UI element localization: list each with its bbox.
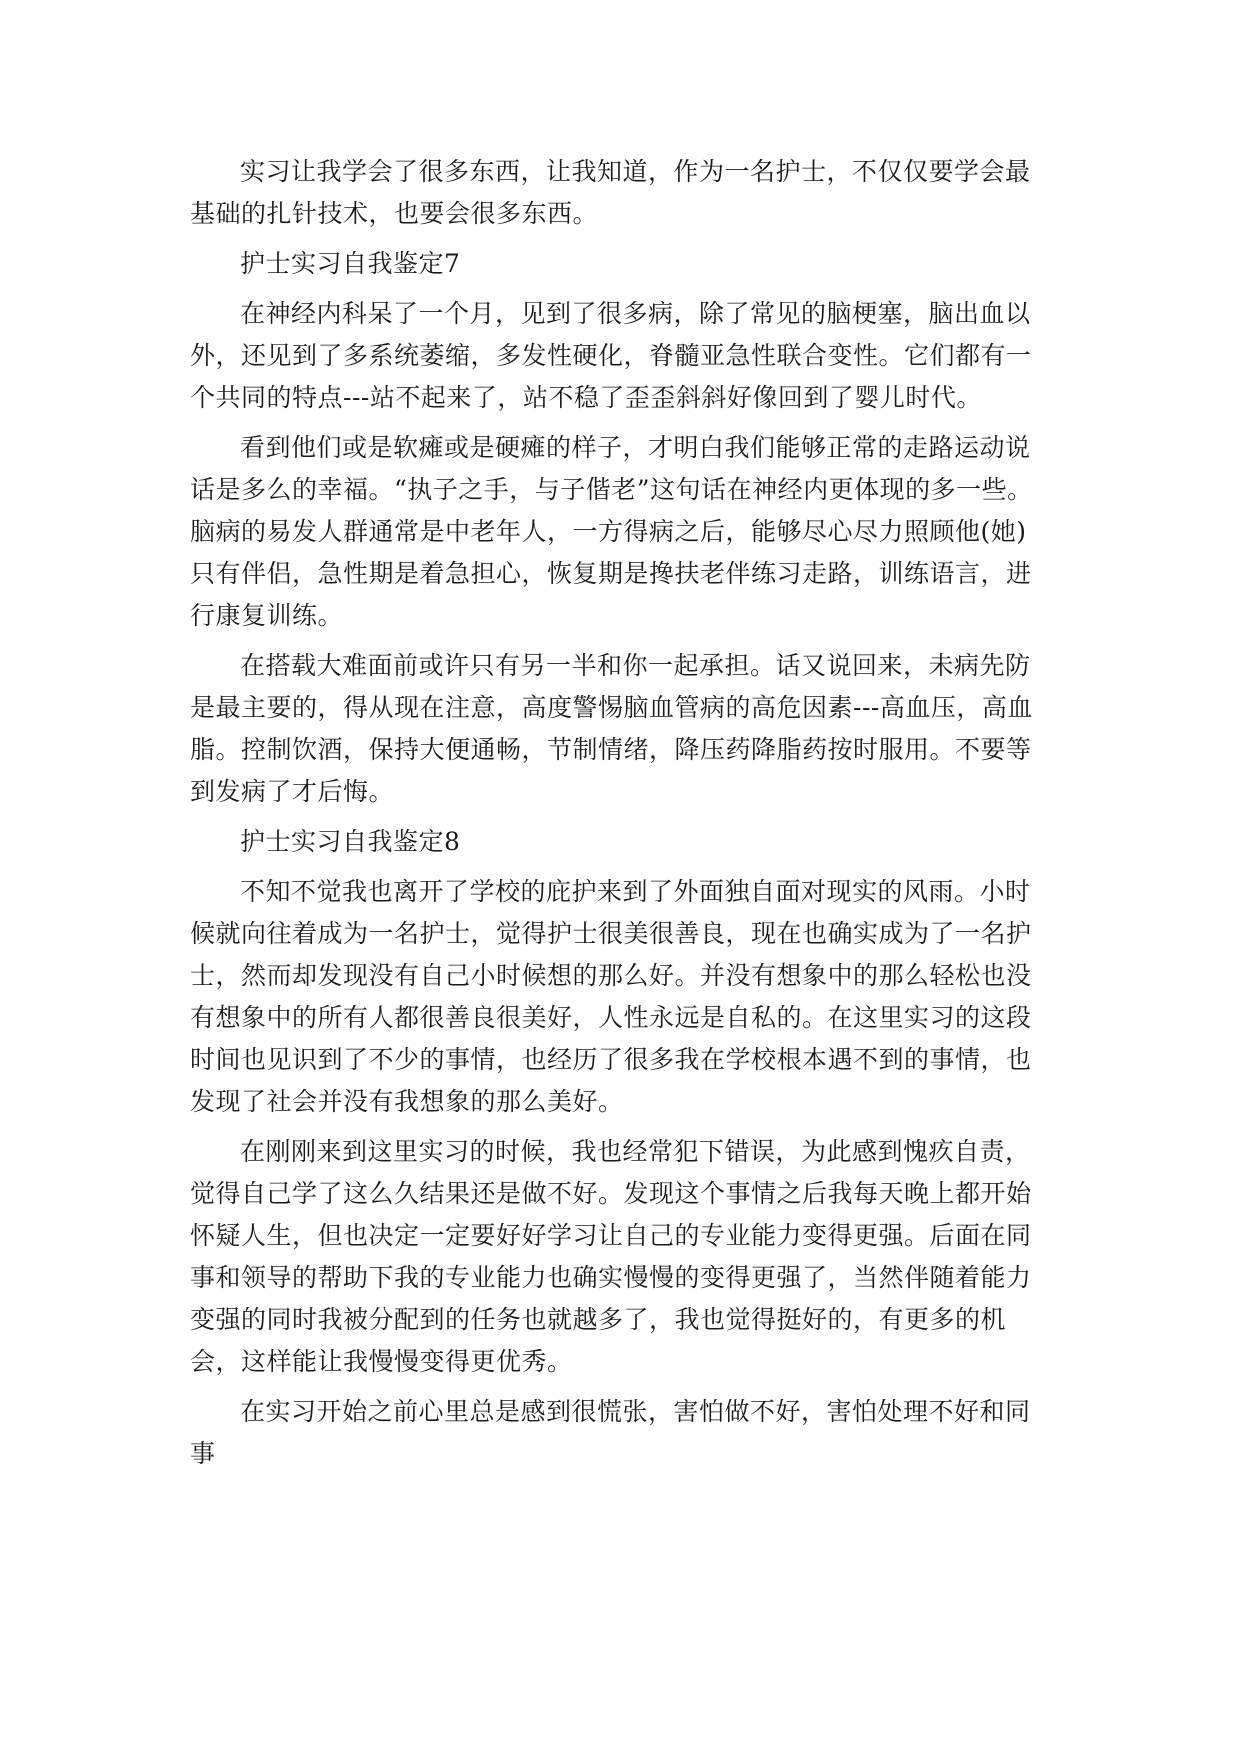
paragraph: 实习让我学会了很多东西，让我知道，作为一名护士，不仅仅要学会最基础的扎针技术，也要会很多东西。 [190, 157, 1031, 228]
section-heading: 护士实习自我鉴定7 [240, 249, 461, 278]
paragraph: 在刚刚来到这里实习的时候，我也经常犯下错误，为此感到愧疚自责，觉得自己学了这么久结果还是做不好。发现这个事情之后我每天晚上都开始怀疑人生，但也决定一定要好好学习让自己的专业能力变得更强。后面在同事和领导的帮助下我的专业能力也确实慢慢的变得更强了，当然伴随着能力变强的同时我被分配到的任务也就越多了，我也觉得挺好的，有更多的机会，这样能让我慢慢变得更优秀。 [190, 1137, 1032, 1376]
paragraph: 看到他们或是软瘫或是硬瘫的样子，才明白我们能够正常的走路运动说话是多么的幸福。“执子之手，与子偕老”这句话在神经内更体现的多一些。脑病的易发人群通常是中老年人，一方得病之后，能够尽心尽力照顾他(她)只有伴侣，急性期是着急担心，恢复期是搀扶老伴练习走路，训练语言，进行康复训练。 [190, 433, 1033, 630]
document-body [190, 151, 1040, 1483]
paragraph: 在神经内科呆了一个月，见到了很多病，除了常见的脑梗塞，脑出血以外，还见到了多系统萎缩，多发性硬化，脊髓亚急性联合变性。它们都有一个共同的特点---站不起来了，站不稳了歪歪斜斜好像回到了婴儿时代。 [190, 299, 1032, 412]
paragraph: 在实习开始之前心里总是感到很慌张，害怕做不好，害怕处理不好和同事 [190, 1397, 1031, 1468]
paragraph: 不知不觉我也离开了学校的庇护来到了外面独自面对现实的风雨。小时候就向往着成为一名护士，觉得护士很美很善良，现在也确实成为了一名护士，然而却发现没有自己小时候想的那么好。并没有想象中的那么轻松也没有想象中的所有人都很善良很美好，人性永远是自私的。在这里实习的这段时间也见识到了不少的事情，也经历了很多我在学校根本遇不到的事情，也发现了社会并没有我想象的那么美好。 [190, 877, 1032, 1116]
paragraph: 在搭载大难面前或许只有另一半和你一起承担。话又说回来，未病先防是最主要的，得从现在注意，高度警惕脑血管病的高危因素---高血压，高血脂。控制饮酒，保持大便通畅，节制情绪，降压药降脂药按时服用。不要等到发病了才后悔。 [190, 651, 1033, 806]
section-heading: 护士实习自我鉴定8 [240, 827, 461, 856]
